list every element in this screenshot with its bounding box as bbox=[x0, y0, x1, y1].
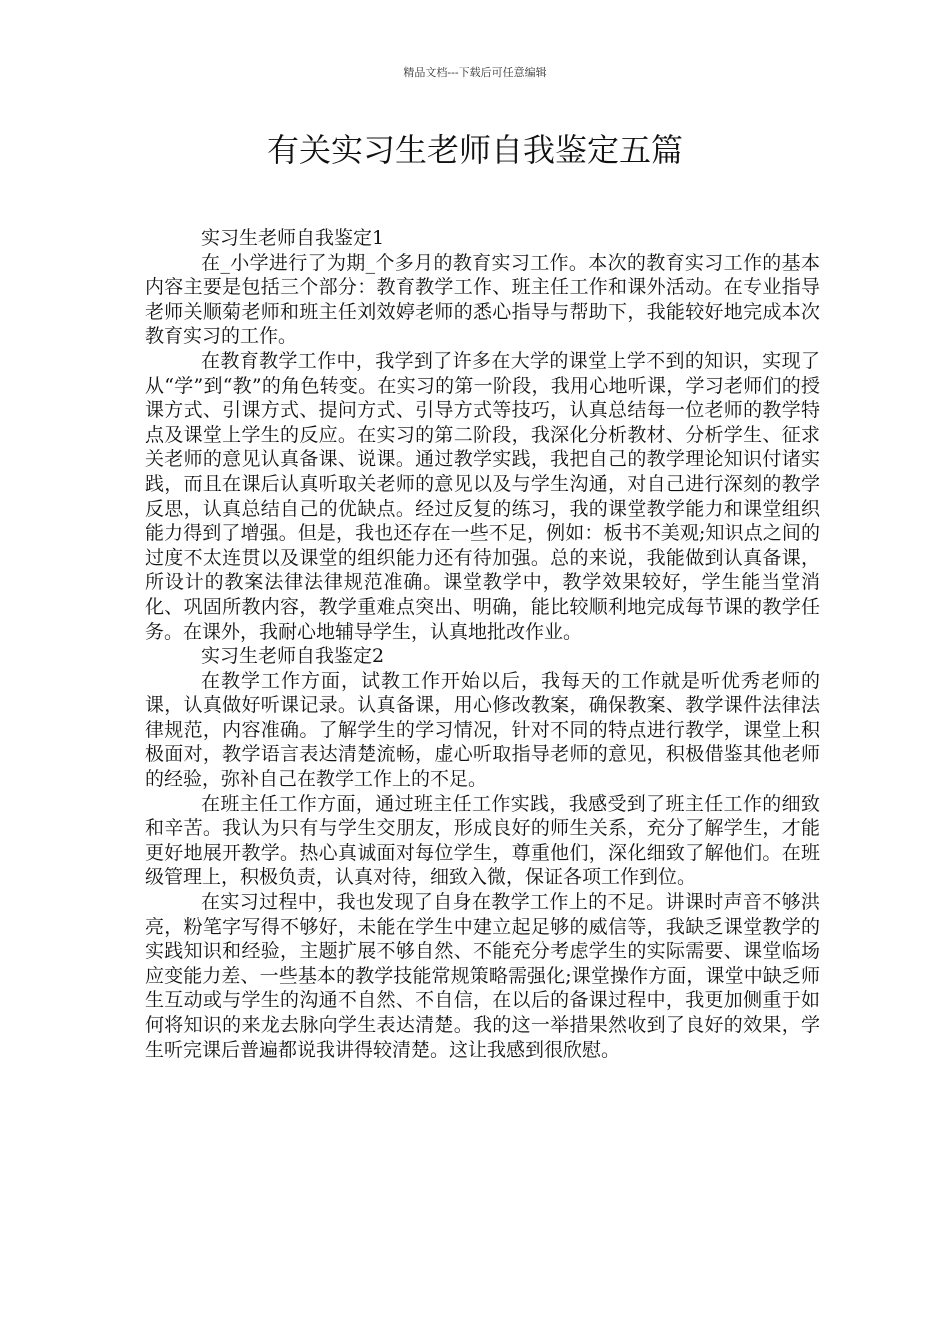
document-body bbox=[145, 226, 820, 1062]
section-heading-2: 实习生老师自我鉴定2 bbox=[201, 645, 385, 668]
paragraph: 在实习过程中，我也发现了自身在教学工作上的不足。讲课时声音不够洪亮，粉笔字写得不够好，未能在学生中建立起足够的威信等，我缺乏课堂教学的实践知识和经验，主题扩展不够自然、不能充分考虑学生的实际需要、课堂临场应变能力差、一些基本的教学技能常规策略需强化;课堂操作方面，课堂中缺乏师生互动或与学生的沟通不自然、不自信，在以后的备课过程中，我更加侧重于如何将知识的来龙去脉向学生表达清楚。我的这一举措果然收到了良好的效果，学生听完课后普遍都说我讲得较清楚。这让我感到很欣慰。 bbox=[145, 891, 820, 1061]
paragraph: 在教育教学工作中，我学到了许多在大学的课堂上学不到的知识，实现了从“学”到“教”的角色转变。在实习的第一阶段，我用心地听课，学习老师们的授课方式、引课方式、提问方式、引导方式等技巧，认真总结每一位老师的教学特点及课堂上学生的反应。在实习的第二阶段，我深化分析教材、分析学生、征求关老师的意见认真备课、说课。通过教学实践，我把自己的教学理论知识付诸实践，而且在课后认真听取关老师的意见以及与学生沟通，对自己进行深刻的教学反思，认真总结自己的优缺点。经过反复的练习，我的课堂教学能力和课堂组织能力得到了增强。但是，我也还存在一些不足，例如：板书不美观;知识点之间的过度不太连贯以及课堂的组织能力还有待加强。总的来说，我能做到认真备课，所设计的教案法律法律规范准确。课堂教学中，教学效果较好，学生能当堂消化、巩固所教内容，教学重难点突出、明确，能比较顺利地完成每节课的教学任务。在课外，我耐心地辅导学生，认真地批改作业。 bbox=[145, 349, 820, 643]
header-note: 精品文档---下载后可任意编辑 bbox=[403, 66, 547, 79]
paragraph: 在_小学进行了为期_个多月的教育实习工作。本次的教育实习工作的基本内容主要是包括三个部分：教育教学工作、班主任工作和课外活动。在专业指导老师关顺菊老师和班主任刘效婷老师的悉心指导与帮助下，我能较好地完成本次教育实习的工作。 bbox=[145, 251, 820, 348]
section-heading-1: 实习生老师自我鉴定1 bbox=[201, 227, 385, 249]
paragraph: 在教学工作方面，试教工作开始以后，我每天的工作就是听优秀老师的课，认真做好听课记录。认真备课，用心修改教案，确保教案、教学课件法律法律规范，内容准确。了解学生的学习情况，针对不同的特点进行教学，课堂上积极面对，教学语言表达清楚流畅，虚心听取指导老师的意见，积极借鉴其他老师的经验，弥补自己在教学工作上的不足。 bbox=[145, 669, 820, 791]
document-title: 有关实习生老师自我鉴定五篇 bbox=[266, 131, 683, 169]
paragraph: 在班主任工作方面，通过班主任工作实践，我感受到了班主任工作的细致和辛苦。我认为只有与学生交朋友，形成良好的师生关系，充分了解学生，才能更好地展开教学。热心真诚面对每位学生，尊重他们，深化细致了解他们。在班级管理上，积极负责，认真对待，细致入微，保证各项工作到位。 bbox=[145, 792, 820, 889]
